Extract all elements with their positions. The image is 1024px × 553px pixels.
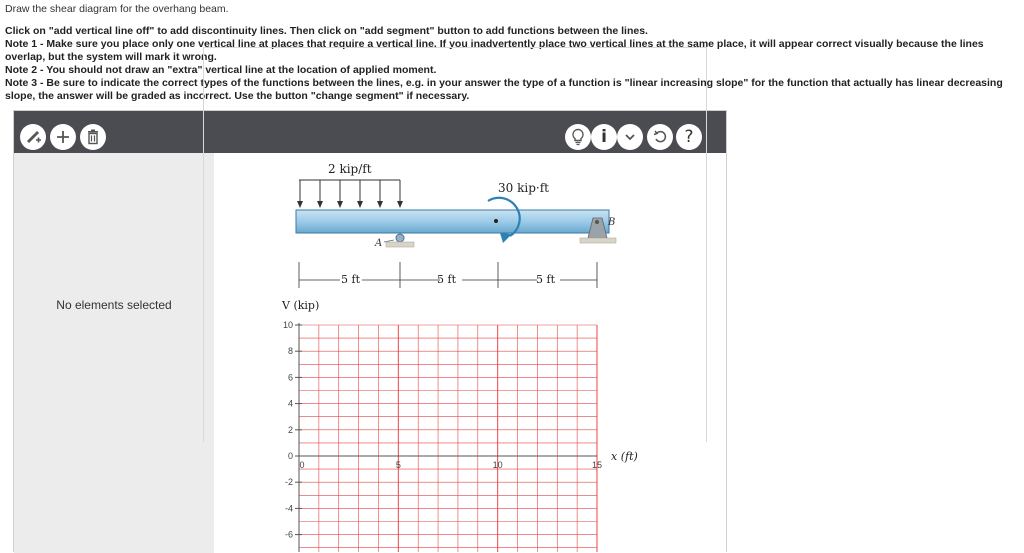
y-tick-label: 4 [287,398,293,409]
moment-label: 30 kip·ft [498,181,549,195]
load-arrow [317,180,323,208]
x-axis-label: x (ft) [611,450,638,463]
instruction-line: Click on "add vertical line off" to add discontinuity lines. Then click on "add segment" button to add functions between the lines. [5,25,648,37]
axis-ticks [283,320,602,552]
problem-title: Draw the shear diagram for the overhang beam. [5,3,229,15]
y-tick-label: -4 [284,503,293,514]
no-selection-text: No elements selected [56,298,172,312]
note-1: Note 1 - Make sure you place only one vertical line at places that require a vertical line. If you inadvertently place two vertical lines at the same place, it will appear correct visually because the lines overlap, but the system will mark it wrong. [5,38,984,63]
x-tick-label: 10 [492,460,503,470]
dim-label-2: 5 ft [437,273,456,286]
info-glyph: i [601,126,607,147]
support-a-label: A [375,238,383,249]
y-tick-label: 10 [282,320,293,330]
load-arrow [377,180,383,208]
x-tick-label: 5 [395,460,401,470]
ground-a [386,242,414,247]
y-tick-label: 2 [287,424,293,435]
y-axis-label: V (kip) [282,299,320,312]
beam [296,210,609,233]
support-b-label: B [608,217,616,228]
roller-support-a [396,234,404,242]
load-arrow [397,180,403,208]
note-3: Note 3 - Be sure to indicate the correct types of the functions between the lines, e.g. in your answer the type of a function is "linear increasing slope" for the function that actually has linear decreasing slope, the answer will be graded as incorrect. Use the button "change segment" if necessary. [5,77,1003,102]
y-tick-label: -6 [284,529,293,540]
load-arrow [357,180,363,208]
support-a-leader [384,240,394,242]
moment-arrowhead [500,233,512,243]
pin-b [595,220,599,224]
y-tick-label: 0 [287,451,293,461]
note-2: Note 2 - You should not draw an "extra" vertical line at the location of applied moment. [5,64,437,76]
distributed-load-label: 2 kip/ft [328,162,372,176]
load-arrow [297,180,303,208]
load-arrows [297,180,403,208]
y-tick-label: -2 [284,477,293,488]
x-tick-label: 15 [591,460,603,470]
help-glyph: ? [684,126,694,147]
y-tick-label: 8 [287,346,293,357]
ground-b [580,238,616,243]
dim-label-3: 5 ft [536,273,555,286]
load-arrow [337,180,343,208]
x-tick-label: 0 [299,460,305,470]
y-tick-label: 6 [287,372,293,383]
shear-grid[interactable] [299,325,597,552]
dim-label-1: 5 ft [341,273,360,286]
moment-point [494,219,498,223]
